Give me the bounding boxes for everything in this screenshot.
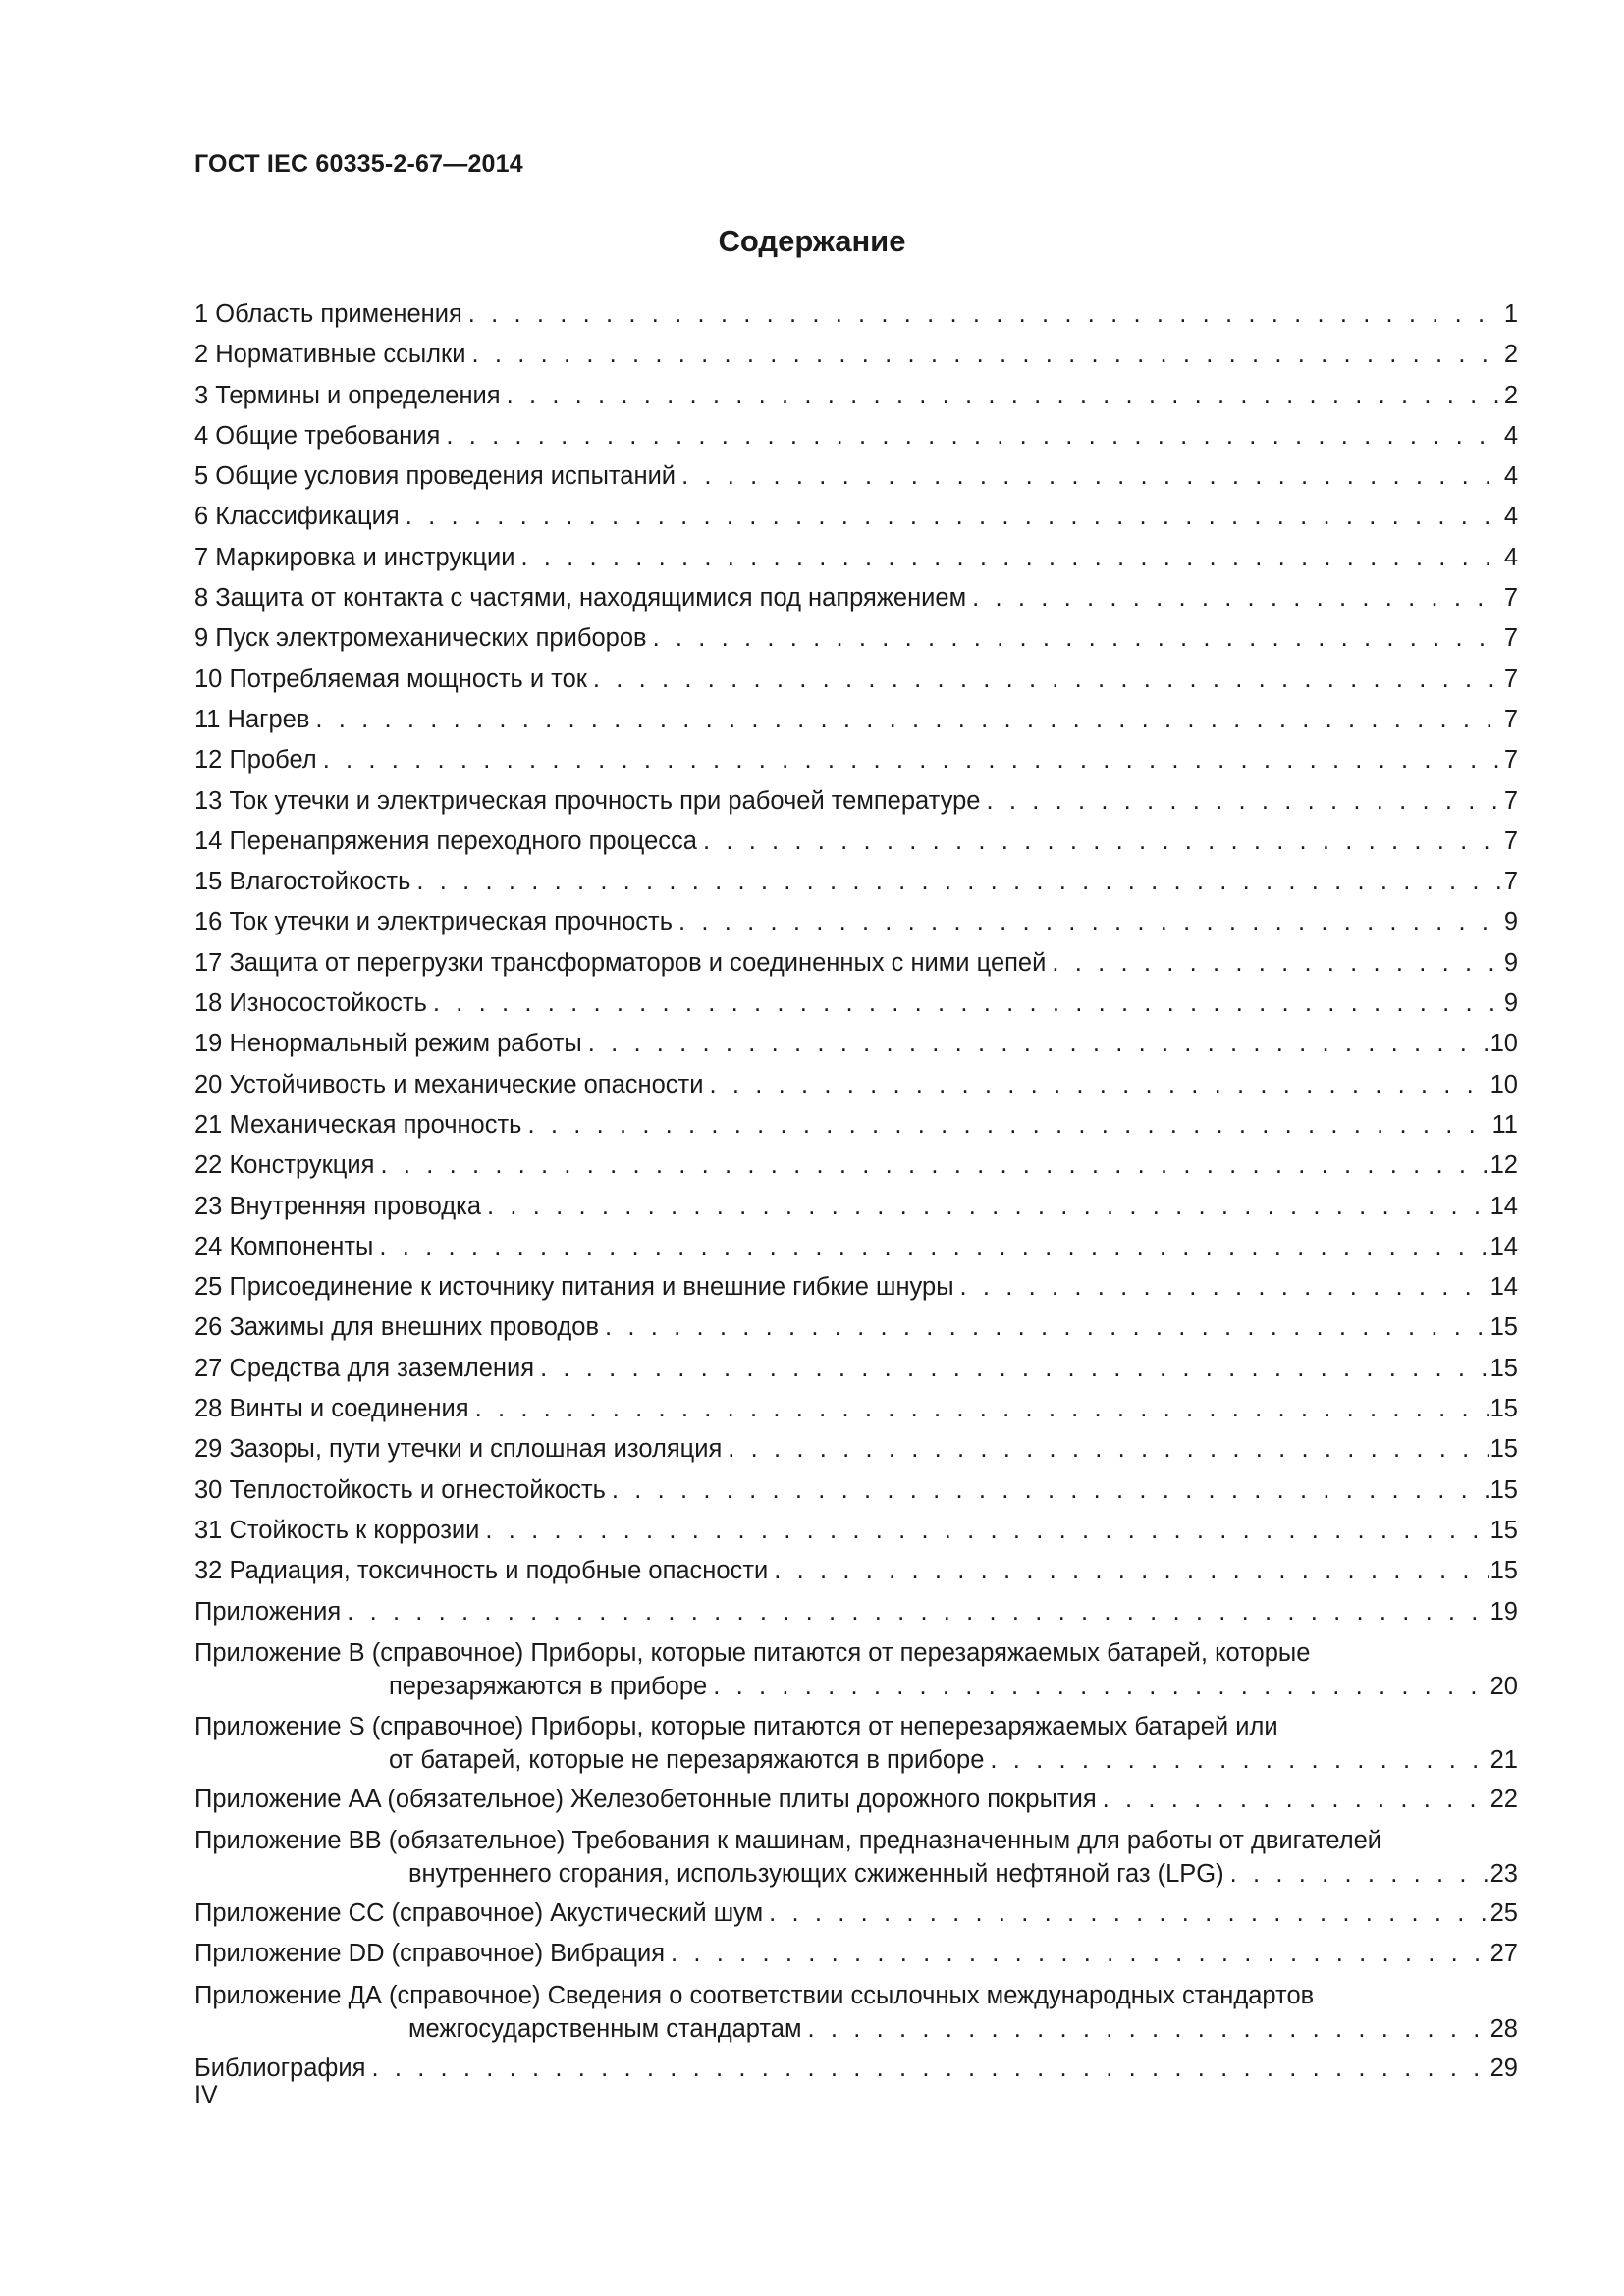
toc-item	[194, 538, 1518, 578]
toc-item-page: 14	[1489, 1273, 1518, 1302]
toc-item	[194, 294, 1518, 335]
dot-leader	[774, 1551, 1488, 1591]
toc-item	[194, 1187, 1518, 1227]
toc-item-page: 9	[1503, 908, 1518, 936]
dot-leader	[1230, 1857, 1489, 1891]
toc-item-page: 4	[1503, 543, 1518, 571]
toc-item-page: 15	[1489, 1435, 1518, 1464]
toc-annex-da	[194, 1975, 1518, 2049]
dot-leader	[703, 822, 1502, 862]
dot-leader	[475, 1389, 1489, 1429]
toc-item-label: 22 Конструкция	[194, 1151, 375, 1180]
toc-item-page: 7	[1503, 584, 1518, 613]
toc-annex-title: Приложение S (справочное) Приборы, которые питаются от неперезаряжаемых батарей или	[194, 1712, 1278, 1740]
page-number: IV	[194, 2081, 218, 2109]
dot-leader	[713, 1670, 1488, 1703]
toc-item-label: 25 Присоединение к источнику питания и внешние гибкие шнуры	[194, 1273, 954, 1302]
toc-item-page: 19	[1489, 1597, 1518, 1626]
dot-leader	[540, 1349, 1489, 1389]
toc-item-label: 5 Общие условия проведения испытаний	[194, 462, 677, 491]
dot-leader	[527, 1105, 1489, 1146]
toc-item-page: 7	[1503, 705, 1518, 733]
dot-leader	[605, 1308, 1489, 1348]
toc-item-label: 4 Общие требования	[194, 421, 441, 450]
toc-item-page: 29	[1489, 2054, 1518, 2082]
toc-annex-bb	[194, 1820, 1518, 1894]
dot-leader	[593, 660, 1502, 700]
toc-item-page: 7	[1503, 746, 1518, 774]
toc-annex-title: Приложение BB (обязательное) Требования к машинам, предназначенным для работы от двигателей	[194, 1827, 1382, 1855]
dot-leader	[678, 902, 1502, 942]
toc-item-label: 26 Зажимы для внешних проводов	[194, 1313, 600, 1342]
toc-item-page: 15	[1489, 1557, 1518, 1585]
toc-item-page: 7	[1503, 665, 1518, 693]
toc-item	[194, 416, 1518, 456]
toc-annex-title: Приложение ДА (справочное) Сведения о соответствии ссылочных международных стандартов	[194, 1981, 1315, 2009]
toc-annex-dd	[194, 1934, 1518, 1974]
toc-annex-s	[194, 1706, 1518, 1780]
toc-item	[194, 2012, 1518, 2049]
toc-item-label: 29 Зазоры, пути утечки и сплошная изоляция	[194, 1435, 723, 1464]
toc-item-page: 10	[1489, 1030, 1518, 1058]
toc-item	[194, 740, 1518, 780]
toc-item-page: 7	[1503, 827, 1518, 855]
dot-leader	[323, 740, 1502, 780]
toc-annex-cc	[194, 1894, 1518, 1934]
toc-item-label: Приложение AA (обязательное) Железобетонные плиты дорожного покрытия	[194, 1785, 1097, 1813]
toc-item-page: 25	[1489, 1899, 1518, 1928]
toc-item	[194, 984, 1518, 1024]
toc-item-page: 23	[1489, 1860, 1518, 1889]
toc-item-page: 22	[1489, 1785, 1518, 1813]
toc-annex-title: Приложение B (справочное) Приборы, которые питаются от перезаряжаемых батарей, которые	[194, 1638, 1311, 1667]
dot-leader	[1103, 1780, 1489, 1820]
toc-item-label: 19 Ненормальный режим работы	[194, 1030, 582, 1058]
dot-leader	[380, 1146, 1488, 1186]
toc-item-label: 30 Теплостойкость и огнестойкость	[194, 1475, 606, 1504]
dot-leader	[371, 2049, 1488, 2089]
toc-item-label: 1 Область применения	[194, 300, 462, 328]
dot-leader	[433, 984, 1502, 1024]
toc-item	[194, 1511, 1518, 1551]
toc-item-label: Приложение DD (справочное) Вибрация	[194, 1940, 666, 1968]
toc-item-label: 6 Классификация	[194, 503, 400, 531]
toc-item	[194, 456, 1518, 497]
dot-leader	[671, 1934, 1489, 1974]
toc-item	[194, 1389, 1518, 1429]
toc-item-page: 4	[1503, 462, 1518, 491]
toc-item-label: 12 Пробел	[194, 746, 317, 774]
toc-item-page: 1	[1503, 300, 1518, 328]
dot-leader	[347, 1592, 1488, 1632]
toc-item-page: 7	[1503, 786, 1518, 815]
document-code: ГОСТ IEC 60335-2-67—2014	[194, 150, 523, 178]
toc-item-label: 28 Винты и соединения	[194, 1395, 469, 1423]
toc-item-label: 20 Устойчивость и механические опасности	[194, 1070, 704, 1098]
toc-item-page: 15	[1489, 1354, 1518, 1382]
toc-item	[194, 335, 1518, 375]
toc-annex-aa	[194, 1780, 1518, 1820]
toc-item	[194, 1146, 1518, 1186]
dot-leader	[446, 416, 1501, 456]
toc-item-label: Библиография	[194, 2054, 366, 2082]
dot-leader	[416, 862, 1501, 902]
dot-leader	[960, 1267, 1489, 1308]
toc-item-label: 10 Потребляемая мощность и ток	[194, 665, 587, 693]
dot-leader	[468, 294, 1502, 335]
toc-item	[194, 700, 1518, 740]
dot-leader	[588, 1024, 1489, 1064]
toc-bibliography	[194, 2049, 1518, 2089]
toc-item-label: 2 Нормативные ссылки	[194, 341, 466, 369]
toc-item-label: 16 Ток утечки и электрическая прочность	[194, 908, 673, 936]
toc-item	[194, 781, 1518, 822]
toc-item-page: 14	[1489, 1192, 1518, 1220]
toc-item-page: 12	[1489, 1151, 1518, 1180]
toc-item-label: перезаряжаются в приборе	[389, 1672, 708, 1700]
toc-item-page: 15	[1489, 1475, 1518, 1504]
toc-item	[194, 578, 1518, 618]
table-of-contents	[194, 294, 1518, 2089]
toc-item	[194, 1105, 1518, 1146]
toc-item-page: 2	[1503, 341, 1518, 369]
toc-item	[194, 1551, 1518, 1591]
toc-item-label: 31 Стойкость к коррозии	[194, 1516, 480, 1544]
toc-item-page: 2	[1503, 381, 1518, 409]
dot-leader	[807, 2012, 1488, 2046]
toc-item-page: 9	[1503, 948, 1518, 977]
toc-item	[194, 1470, 1518, 1511]
toc-item	[194, 497, 1518, 537]
toc-item-label: межгосударственным стандартам	[408, 2014, 802, 2043]
dot-leader	[990, 1743, 1488, 1777]
dot-leader	[487, 1187, 1489, 1227]
toc-item	[194, 1024, 1518, 1064]
toc-item	[194, 1857, 1518, 1894]
toc-item	[194, 660, 1518, 700]
toc-item-label: 18 Износостойкость	[194, 989, 427, 1018]
dot-leader	[612, 1470, 1489, 1511]
dot-leader	[653, 618, 1502, 659]
toc-item	[194, 376, 1518, 416]
toc-item-label: Приложение CC (справочное) Акустический шум	[194, 1899, 764, 1928]
toc-item-page: 4	[1503, 503, 1518, 531]
toc-item	[194, 1308, 1518, 1348]
dot-leader	[406, 497, 1502, 537]
toc-item-label: 23 Внутренняя проводка	[194, 1192, 482, 1220]
toc-item-label: 32 Радиация, токсичность и подобные опасности	[194, 1557, 769, 1585]
toc-item	[194, 1267, 1518, 1308]
toc-item-label: 11 Нагрев	[194, 705, 310, 733]
toc-item-page: 15	[1489, 1516, 1518, 1544]
toc-item-page: 27	[1489, 1940, 1518, 1968]
dot-leader	[471, 335, 1501, 375]
toc-item-page: 21	[1489, 1745, 1518, 1774]
toc-item-label: 13 Ток утечки и электрическая прочность при рабочей температуре	[194, 786, 981, 815]
toc-item	[194, 1429, 1518, 1469]
toc-item-page: 28	[1489, 2014, 1518, 2043]
dot-leader	[485, 1511, 1488, 1551]
toc-annex-b	[194, 1632, 1518, 1706]
toc-item	[194, 618, 1518, 659]
toc-item	[194, 862, 1518, 902]
page-title: Содержание	[718, 224, 906, 258]
toc-item	[194, 1227, 1518, 1267]
toc-item-page: 9	[1503, 989, 1518, 1018]
toc-item-page: 20	[1489, 1672, 1518, 1700]
toc-item-label: 3 Термины и определения	[194, 381, 501, 409]
toc-item	[194, 1743, 1518, 1780]
toc-item-page: 14	[1489, 1232, 1518, 1260]
toc-item-page: 15	[1489, 1313, 1518, 1342]
toc-item-label: Приложения	[194, 1597, 342, 1626]
toc-item-page: 4	[1503, 421, 1518, 450]
toc-item-label: 27 Средства для заземления	[194, 1354, 535, 1382]
dot-leader	[379, 1227, 1488, 1267]
toc-item-label: 24 Компоненты	[194, 1232, 374, 1260]
dot-leader	[709, 1065, 1488, 1105]
toc-item-page: 15	[1489, 1395, 1518, 1423]
toc-item-label: 8 Защита от контакта с частями, находящимися под напряжением	[194, 584, 967, 613]
dot-leader	[315, 700, 1501, 740]
dot-leader	[728, 1429, 1488, 1469]
toc-item	[194, 943, 1518, 984]
toc-item	[194, 1670, 1518, 1706]
toc-item-page: 7	[1503, 624, 1518, 653]
toc-item-label: 14 Перенапряжения переходного процесса	[194, 827, 697, 855]
toc-item-label: внутреннего сгорания, использующих сжиженный нефтяной газ (LPG)	[408, 1860, 1224, 1889]
toc-item-page: 10	[1489, 1070, 1518, 1098]
toc-item	[194, 1592, 1518, 1632]
dot-leader	[681, 456, 1502, 497]
dot-leader	[986, 781, 1501, 822]
toc-item-page: 7	[1503, 868, 1518, 896]
toc-item	[194, 822, 1518, 862]
toc-item-label: 15 Влагостойкость	[194, 868, 411, 896]
toc-item	[194, 1065, 1518, 1105]
toc-item-page: 11	[1491, 1110, 1518, 1139]
dot-leader	[507, 376, 1502, 416]
dot-leader	[769, 1894, 1488, 1934]
toc-item-label: 7 Маркировка и инструкции	[194, 543, 515, 571]
toc-item-label: от батарей, которые не перезаряжаются в приборе	[389, 1745, 985, 1774]
toc-item-label: 17 Защита от перегрузки трансформаторов и соединенных с ними цепей	[194, 948, 1047, 977]
toc-item-label: 9 Пуск электромеханических приборов	[194, 624, 647, 653]
dot-leader	[972, 578, 1502, 618]
toc-item-label: 21 Механическая прочность	[194, 1110, 522, 1139]
dot-leader	[1052, 943, 1501, 984]
dot-leader	[520, 538, 1501, 578]
toc-item	[194, 1349, 1518, 1389]
toc-item	[194, 902, 1518, 942]
